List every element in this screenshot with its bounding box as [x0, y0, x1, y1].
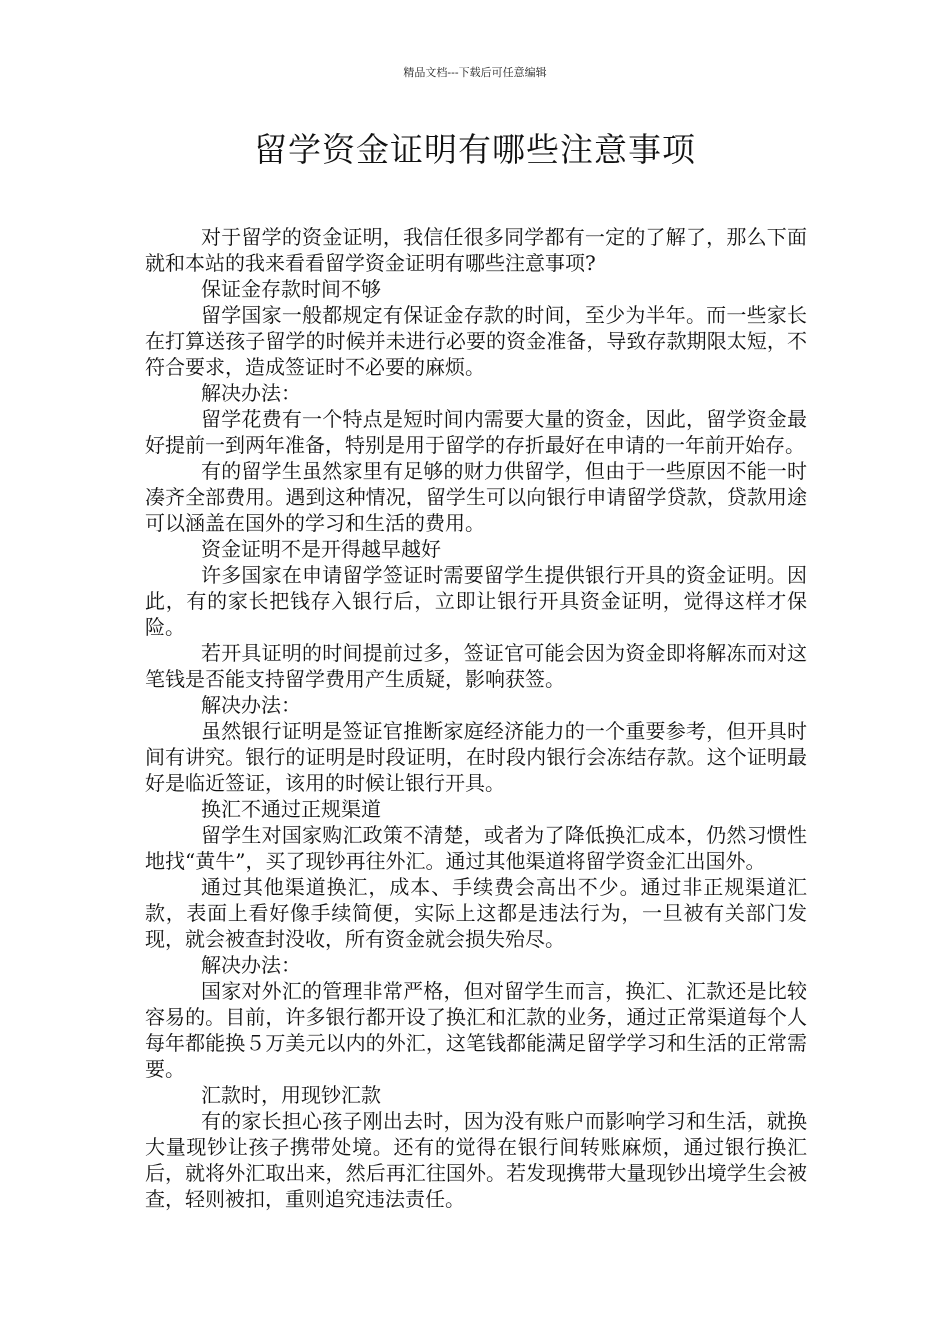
paragraph: 留学生对国家购汇政策不清楚，或者为了降低换汇成本，仍然习惯性地找“黄牛”，买了现钞再往外汇。通过其他渠道将留学资金汇出国外。 — [145, 823, 807, 873]
solution-label: 解决办法： — [201, 953, 301, 977]
paragraph: 留学花费有一个特点是短时间内需要大量的资金，因此，留学资金最好提前一到两年准备，特别是用于留学的存折最好在申请的一年前开始存。 — [145, 407, 807, 457]
document-body — [145, 224, 807, 1212]
paragraph-intro: 对于留学的资金证明，我信任很多同学都有一定的了解了，那么下面就和本站的我来看看留学资金证明有哪些注意事项? — [145, 225, 807, 275]
paragraph: 留学国家一般都规定有保证金存款的时间，至少为半年。而一些家长在打算送孩子留学的时候并未进行必要的资金准备，导致存款期限太短，不符合要求，造成签证时不必要的麻烦。 — [145, 303, 807, 379]
paragraph: 若开具证明的时间提前过多，签证官可能会因为资金即将解冻而对这笔钱是否能支持留学费用产生质疑，影响获签。 — [145, 641, 807, 691]
paragraph: 有的家长担心孩子刚出去时，因为没有账户而影响学习和生活，就换大量现钞让孩子携带处境。还有的觉得在银行间转账麻烦，通过银行换汇后，就将外汇取出来，然后再汇往国外。若发现携带大量现钞出境学生会被查，轻则被扣，重则追究违法责任。 — [145, 1109, 807, 1211]
paragraph: 通过其他渠道换汇，成本、手续费会高出不少。通过非正规渠道汇款，表面上看好像手续简便，实际上这都是违法行为，一旦被有关部门发现，就会被查封没收，所有资金就会损失殆尽。 — [145, 875, 807, 951]
paragraph: 许多国家在申请留学签证时需要留学生提供银行开具的资金证明。因此，有的家长把钱存入银行后，立即让银行开具资金证明，觉得这样才保险。 — [145, 563, 807, 639]
solution-label: 解决办法： — [201, 693, 301, 717]
section-heading-exchange-channel: 换汇不通过正规渠道 — [201, 797, 381, 821]
document-title: 留学资金证明有哪些注意事项 — [254, 130, 696, 169]
paragraph: 虽然银行证明是签证官推断家庭经济能力的一个重要参考，但开具时间有讲究。银行的证明是时段证明，在时段内银行会冻结存款。这个证明最好是临近签证，该用的时候让银行开具。 — [145, 719, 807, 795]
section-heading-deposit-time: 保证金存款时间不够 — [201, 277, 381, 301]
paragraph: 国家对外汇的管理非常严格，但对留学生而言，换汇、汇款还是比较容易的。目前，许多银行都开设了换汇和汇款的业务，通过正常渠道每个人每年都能换５万美元以内的外汇，这笔钱都能满足留学学习和生活的正常需要。 — [145, 979, 807, 1081]
page-header-note: 精品文档---下载后可任意编辑 — [403, 66, 547, 79]
paragraph: 有的留学生虽然家里有足够的财力供留学，但由于一些原因不能一时凑齐全部费用。遇到这种情况，留学生可以向银行申请留学贷款，贷款用途可以涵盖在国外的学习和生活的费用。 — [145, 459, 807, 535]
section-heading-cash-remittance: 汇款时，用现钞汇款 — [201, 1083, 381, 1107]
section-heading-certificate-timing: 资金证明不是开得越早越好 — [201, 537, 441, 561]
solution-label: 解决办法： — [201, 381, 301, 405]
